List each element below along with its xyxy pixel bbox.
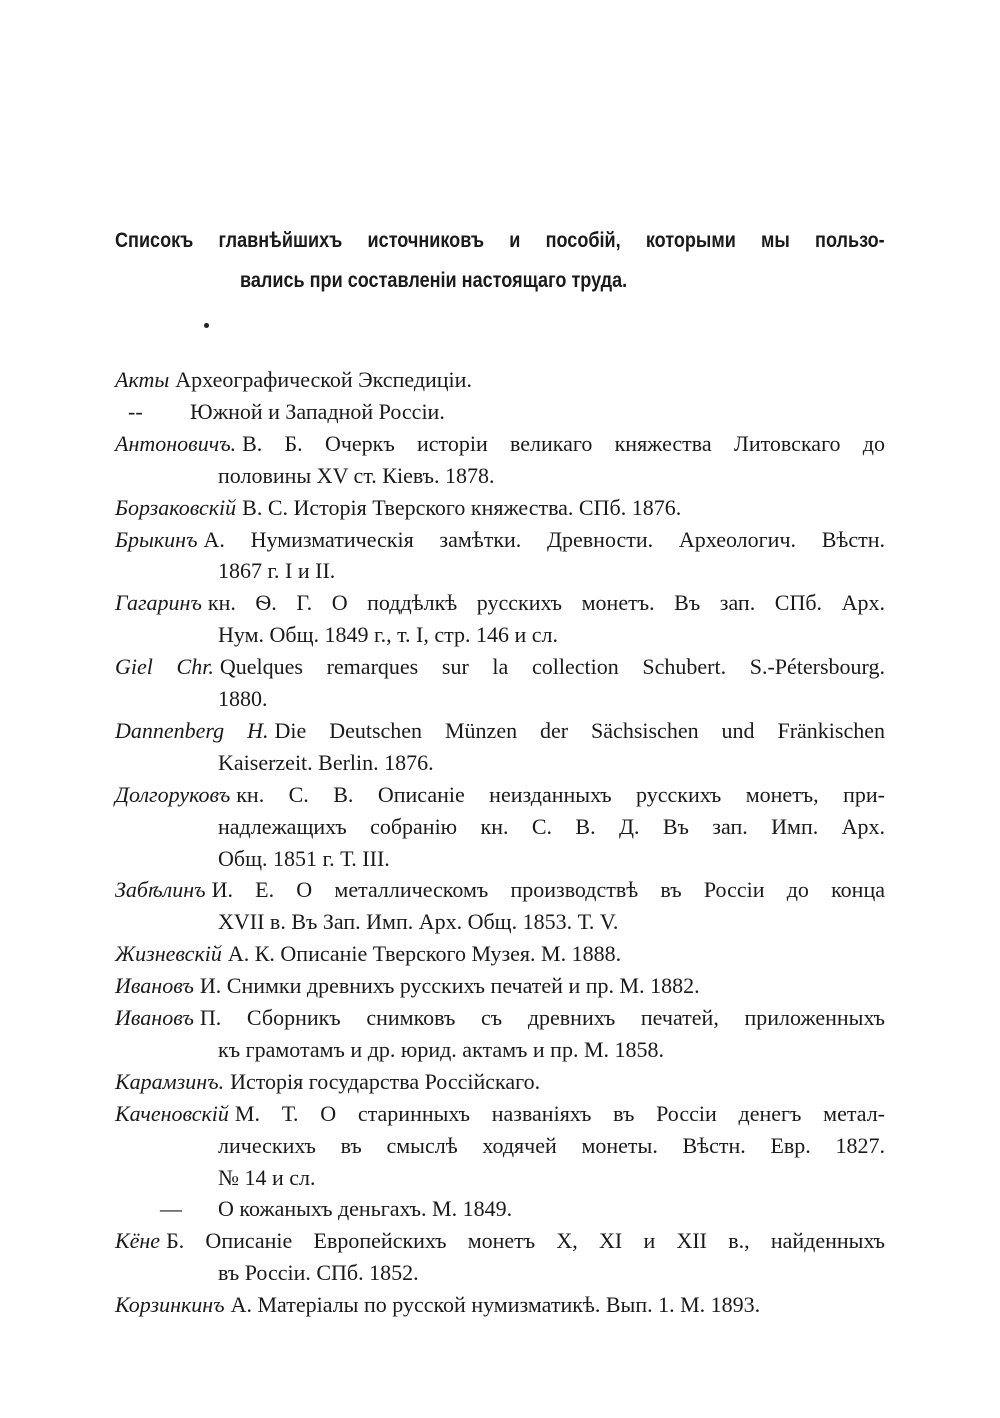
entry-text: кн. С. В. Описаніе неизданныхъ русскихъ монетъ, при- bbox=[236, 781, 885, 807]
entry-line bbox=[218, 1133, 885, 1159]
entry-line bbox=[218, 463, 495, 489]
entry-text: О кожаныхъ деньгахъ. М. 1849. bbox=[218, 1196, 513, 1222]
entry-line bbox=[218, 1037, 664, 1063]
entry-line bbox=[218, 622, 558, 648]
entry-line bbox=[115, 1228, 885, 1254]
entry-line bbox=[218, 558, 335, 584]
entry-line bbox=[115, 527, 885, 553]
ditto-dash: — bbox=[160, 1196, 182, 1222]
entry-line bbox=[218, 686, 268, 712]
entry-line bbox=[115, 590, 885, 616]
entry-text: Die Deutschen Münzen der Sächsischen und Fränkischen bbox=[274, 717, 885, 743]
entry-text: половины XV ст. Кіевъ. 1878. bbox=[218, 462, 495, 488]
entry-text: И. Е. О металлическомъ производствѣ въ Россіи до конца bbox=[211, 877, 885, 903]
entry-text: П. Сборникъ снимковъ съ древнихъ печатей, приложенныхъ bbox=[199, 1005, 885, 1030]
entry-text: Общ. 1851 г. Т. III. bbox=[218, 845, 390, 871]
entry-text: А. К. Описаніе Тверского Музея. М. 1888. bbox=[227, 941, 622, 967]
entry-line bbox=[115, 941, 621, 967]
stray-dot-mark bbox=[204, 323, 209, 328]
entry-text: 1867 г. I и II. bbox=[218, 558, 336, 584]
entry-line bbox=[190, 399, 445, 425]
entry-text: Quelques remarques sur la collection Schubert. S.-Pétersbourg. bbox=[219, 654, 885, 680]
entry-line bbox=[115, 1101, 885, 1127]
entry-text: 1880. bbox=[218, 686, 268, 711]
entry-text: Kaiserzeit. Berlin. 1876. bbox=[218, 749, 434, 775]
entry-line bbox=[115, 782, 885, 808]
entry-line bbox=[218, 814, 885, 840]
entry-text: надлежащихъ собранію кн. С. В. Д. Въ зап. Имп. Арх. bbox=[218, 813, 885, 839]
entry-text: къ грамотамъ и др. юрид. актамъ и пр. М. 1858. bbox=[218, 1036, 665, 1062]
entry-author: Долгоруковъ bbox=[115, 781, 231, 807]
entry-line bbox=[115, 877, 885, 903]
entry-text: Южной и Западной Россіи. bbox=[190, 398, 445, 424]
entry-author: Корзинкинъ bbox=[115, 1292, 225, 1318]
entry-text: И. Снимки древнихъ русскихъ печатей и пр. М. 1882. bbox=[199, 973, 700, 999]
entry-line bbox=[218, 909, 618, 935]
entry-line bbox=[115, 495, 681, 521]
entry-text: В. Б. Очеркъ исторіи великаго княжества Литовскаго до bbox=[242, 430, 885, 456]
entry-text: № 14 и сл. bbox=[218, 1164, 316, 1190]
page-title-line-1: Списокъ главнѣйшихъ источниковъ и пособій, которыми мы пользо- bbox=[115, 229, 885, 252]
entry-line bbox=[115, 973, 700, 999]
entry-text: А. Матеріалы по русской нумизматикѣ. Вып. 1. М. 1893. bbox=[230, 1292, 761, 1318]
entry-text: Нум. Общ. 1849 г., т. I, стр. 146 и сл. bbox=[218, 622, 559, 648]
entry-line bbox=[115, 1292, 760, 1318]
entry-author: Ивановъ bbox=[115, 1005, 194, 1030]
entry-line bbox=[218, 1165, 316, 1191]
entry-author: Dannenberg H. bbox=[115, 717, 269, 743]
entry-author: Карамзинъ. bbox=[115, 1068, 225, 1094]
entry-author: Ивановъ bbox=[115, 973, 194, 999]
entry-text: М. Т. О старинныхъ названіяхъ въ Россіи денегъ метал- bbox=[234, 1100, 885, 1126]
entry-author: Каченовскій bbox=[115, 1100, 229, 1126]
entry-author: Акты bbox=[115, 367, 170, 392]
entry-line bbox=[115, 367, 472, 393]
entry-author: Giel Chr. bbox=[115, 654, 214, 680]
entry-line bbox=[115, 431, 885, 457]
entry-text: лическихъ въ смыслѣ ходячей монеты. Вѣстн. Евр. 1827. bbox=[218, 1132, 885, 1158]
entry-author: Антоновичъ. bbox=[115, 430, 237, 456]
entry-line bbox=[115, 718, 885, 744]
entry-line bbox=[218, 1196, 512, 1222]
entry-author: Кёне bbox=[115, 1228, 161, 1254]
entry-author: Борзаковскій bbox=[115, 494, 237, 520]
entry-text: кн. Ѳ. Г. О поддѣлкѣ русскихъ монетъ. Въ зап. СПб. Арх. bbox=[207, 590, 885, 616]
entry-text: Археографической Экспедиціи. bbox=[175, 367, 472, 392]
entry-text: А. Нумизматическія замѣтки. Древности. Археологич. Вѣстн. bbox=[203, 526, 885, 552]
entry-text: Б. Описаніе Европейскихъ монетъ X, XI и XII в., найденныхъ bbox=[166, 1228, 885, 1254]
entry-author: Жизневскій bbox=[115, 941, 222, 967]
entry-author: Забѣлинъ bbox=[115, 877, 206, 903]
entry-line bbox=[218, 750, 434, 776]
ditto-dash: -- bbox=[128, 398, 143, 424]
entry-line bbox=[218, 1260, 419, 1286]
entry-line bbox=[218, 846, 390, 872]
entry-text: Исторія государства Россійскаго. bbox=[230, 1068, 541, 1094]
entry-line bbox=[115, 1069, 540, 1095]
entry-line bbox=[115, 654, 885, 680]
entry-author: Гагаринъ bbox=[115, 590, 202, 616]
entry-line bbox=[115, 1005, 885, 1031]
entry-text: въ Россіи. СПб. 1852. bbox=[218, 1260, 419, 1286]
entry-author: Брыкинъ bbox=[115, 526, 198, 552]
entry-text: XVII в. Въ Зап. Имп. Арх. Общ. 1853. Т. V. bbox=[218, 909, 619, 935]
entry-text: В. С. Исторія Тверского княжества. СПб. 1876. bbox=[242, 494, 682, 520]
page-title-line-2: вались при составленіи настоящаго труда. bbox=[240, 269, 628, 292]
